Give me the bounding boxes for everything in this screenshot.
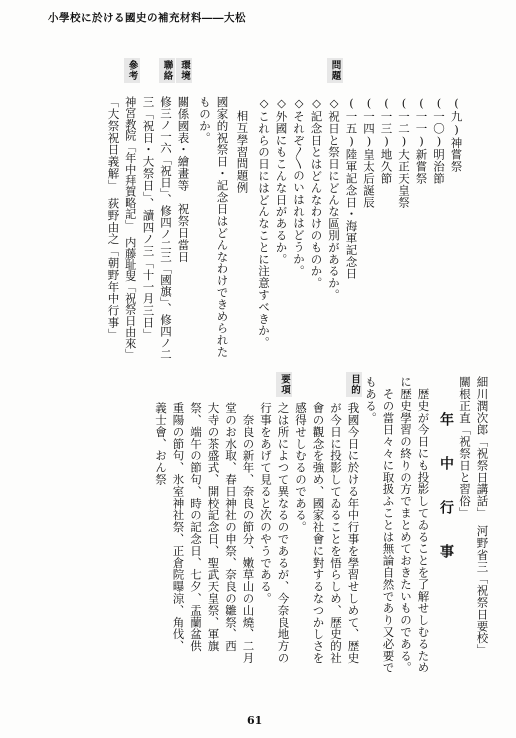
purpose-line-2: が今日に投影してゐることを悟らしめ、歴史的社: [329, 402, 343, 664]
intro-line-1: 歴史が今日にも投影してゐることを了解せしむるため: [416, 376, 431, 674]
problem-line-4: ◇外國にもこんな日があるか。: [274, 96, 289, 266]
mutual-heading: 相互學習問題例: [235, 110, 250, 194]
points-line-8: 義士會、おん祭: [154, 402, 168, 486]
mutual-line-2: ものか。: [198, 96, 212, 144]
linkage-line-2: 三「祝日・大祭日」、讀四ノ三「十一月三日」: [141, 96, 156, 341]
purpose-line-3: 會の觀念を強め、國家社會に對するなつかしさを: [311, 402, 326, 664]
page-number: 61: [247, 714, 263, 727]
points-label: 要項: [276, 372, 292, 397]
holiday-item-1: (九)神嘗祭: [449, 96, 464, 173]
problem-line-5: ◇これらの日にはどんなことに注意すべきか。: [257, 96, 271, 349]
mutual-line-1: 國家的祝祭日・記念日はどんなわけできめられた: [215, 96, 230, 358]
points-line-6: 祭、端午の節句、時の記念日、七夕、盂蘭盆供: [189, 402, 203, 652]
env-line-1: 關係國表・繪畫等 祝祭日當日: [176, 96, 191, 263]
intro-line-2: に歴史學習の終りの方でまとめておきたいものである。: [399, 376, 413, 674]
problems-label: 問題: [327, 58, 343, 83]
points-line-5: 大寺の茶盛式、開校記念日、聖武天皇祭、軍旗: [206, 402, 221, 652]
reference-line-1: 細川潤次郎「祝祭日講話」 河野省三「祝祭日要校」: [475, 376, 490, 656]
running-header: 小學校に於ける國史の補充材料――大松: [48, 12, 246, 24]
intro-line-4: もある。: [364, 376, 378, 424]
points-line-7: 重陽の節句、氷室神社祭、正倉院曝涼、角伐、: [171, 402, 186, 652]
intro-line-3: その當日々々に取扱ふことは無論自然であり又必要で: [381, 376, 396, 674]
holiday-item-4: (一二)大正天皇祭: [397, 96, 411, 209]
holiday-item-2: (一〇)明治節: [432, 96, 446, 185]
reference-line-2: 關根正直「祝祭日と習俗」: [458, 376, 472, 519]
linkage-label: 聯絡: [159, 58, 175, 83]
problem-line-1: ◇祝日と祭日にどんな區別があるか。: [327, 96, 341, 301]
points-line-3: 奈良の新年、奈良の節分、嫩草山の山燒、二月: [241, 402, 256, 664]
purpose-label: 目的: [346, 372, 362, 397]
points-line-2: 行事をあげて見ると次のやうである。: [259, 402, 273, 605]
purpose-line-4: 感得せしむるのである。: [294, 402, 308, 533]
ref-label: 參考: [124, 58, 140, 83]
ref-line-1: 神宮教院「年中拜賀略記」 内藤耻叟「祝祭日由來」: [123, 96, 137, 360]
linkage-line-1: 修三ノ一六「祝日」、修四ノ二三「國旗」、修四ノ二: [158, 96, 173, 360]
problem-line-2: ◇記念日とはどんなわけのものか。: [309, 96, 324, 289]
holiday-item-5: (一三)地久節: [379, 96, 394, 185]
problem-line-3: ◇それぞ〳〵のいはれはどうか。: [292, 96, 306, 277]
section-heading: 年 中 行 事: [438, 412, 454, 566]
holiday-item-3: (一一)新嘗祭: [414, 96, 429, 185]
ref-line-2: 「大祭祝日義解」 荻野由之「朝野年中行事」: [106, 96, 121, 341]
holiday-item-7: (一五)陸軍記念日・海軍記念日: [344, 96, 359, 280]
env-label: 環境: [176, 58, 192, 83]
holiday-item-6: (一四)皇太后誕辰: [362, 96, 376, 209]
points-line-4: 堂のお水取、春日神社の申祭、奈良の雛祭、西: [224, 402, 238, 652]
points-line-1: 之は所によつて異なるのであるが、今奈良地方の: [276, 402, 291, 664]
purpose-line-1: 我國今日に於ける年中行事を學習せしめて、歴史: [346, 402, 361, 664]
